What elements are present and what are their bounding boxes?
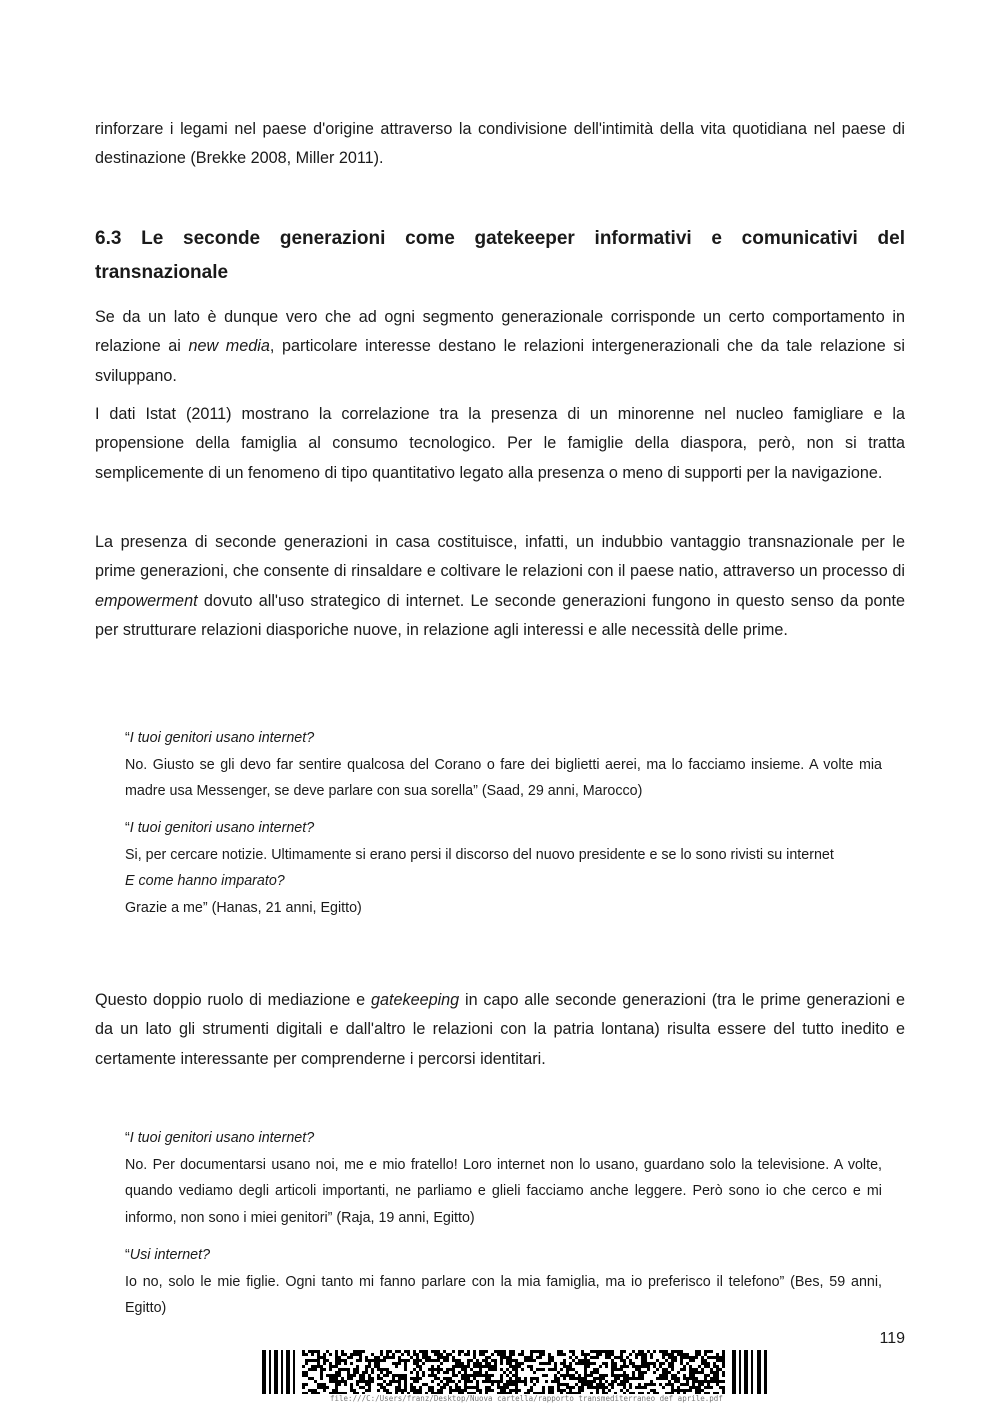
paragraph-4-text-a: Questo doppio ruolo di mediazione e bbox=[95, 991, 371, 1009]
quote-4-question: Usi internet? bbox=[129, 1247, 211, 1263]
paragraph-1-text-b: , particolare interesse destano le relazioni intergenerazionali che da tale relazione si sviluppano. bbox=[95, 337, 905, 385]
paragraph-1-emphasis: new media bbox=[188, 337, 270, 356]
quote-1-question-line bbox=[125, 725, 882, 752]
paragraph-3-emphasis: empowerment bbox=[95, 591, 198, 610]
interview-quote-2 bbox=[125, 815, 882, 921]
interview-quote-1 bbox=[125, 725, 882, 805]
paragraph-1-text-a: Se da un lato è dunque vero che ad ogni segmento generazionale corrisponde un certo comportamento in relazione ai bbox=[95, 308, 905, 356]
quote-4-question-line bbox=[125, 1242, 882, 1269]
quote-3-question: I tuoi genitori usano internet? bbox=[129, 1130, 315, 1146]
section-heading: 6.3 Le seconde generazioni come gatekeeper informativi e comunicativi del transnazionale bbox=[95, 228, 905, 283]
paragraph-intro: rinforzare i legami nel paese d'origine attraverso la condivisione dell'intimità della vita quotidiana nel paese di destinazione (Brekke 2008, Miller 2011). bbox=[95, 120, 905, 168]
quote-1-open-mark: “ bbox=[125, 730, 130, 746]
quote-3-answer: No. Per documentarsi usano noi, me e mio fratello! Loro internet non lo usano, guardano solo la televisione. A volte, quando vediamo degli articoli importanti, ne parliamo e glieli facciamo anche leggere. Però sono io che cerco e mi informo, non sono i miei genitori” (Raja, 19 anni, Egitto) bbox=[125, 1156, 882, 1226]
quote-3-question-line bbox=[125, 1125, 882, 1152]
page-number: 119 bbox=[879, 1330, 905, 1347]
quote-2-followup-answer: Grazie a me” (Hanas, 21 anni, Egitto) bbox=[125, 899, 362, 916]
quote-2-answer: Si, per cercare notizie. Ultimamente si erano persi il discorso del nuovo presidente e se lo sono rivisti su internet bbox=[125, 846, 834, 863]
interview-quote-4 bbox=[125, 1242, 882, 1322]
barcode-image bbox=[262, 1350, 768, 1394]
paragraph-2: I dati Istat (2011) mostrano la correlazione tra la presenza di un minorenne nel nucleo famigliare e la propensione della famiglia al consumo tecnologico. Per le famiglie della diaspora, però, non si tratta semplicemente di un fenomeno di tipo quantitativo legato alla presenza o meno di supporti per la navigazione. bbox=[95, 405, 905, 482]
paragraph-4-text-b: in capo alle seconde generazioni (tra le prime generazioni e da un lato gli strumenti digitali e dall'altro le relazioni con la patria lontana) risulta essere del tutto inedito e certamente interessante per comprenderne i percorsi identitari. bbox=[95, 991, 906, 1068]
quote-3-open-mark: “ bbox=[125, 1130, 130, 1146]
quote-1-answer: No. Giusto se gli devo far sentire qualcosa del Corano o fare dei biglietti aerei, ma lo facciamo insieme. A volte mia madre usa Messenger, se deve parlare con sua sorella” (Saad, 29 anni, Marocco) bbox=[125, 756, 882, 799]
paragraph-1 bbox=[95, 303, 905, 391]
quote-1-question: I tuoi genitori usano internet? bbox=[129, 730, 315, 746]
quote-2-question-line bbox=[125, 815, 882, 842]
paragraph-3-text-b: dovuto all'uso strategico di internet. Le seconde generazioni fungono in questo senso da ponte per strutturare relazioni diasporiche nuove, in relazione agli interessi e alle necessità delle prime. bbox=[95, 591, 905, 639]
paragraph-4-emphasis: gatekeeping bbox=[370, 991, 460, 1009]
quote-4-answer: Io no, solo le mie figlie. Ogni tanto mi fanno parlare con la mia famiglia, ma io preferisco il telefono” (Bes, 59 anni, Egitto) bbox=[125, 1273, 882, 1316]
paragraph-3-text-a: La presenza di seconde generazioni in casa costituisce, infatti, un indubbio vantaggio transnazionale per le prime generazioni, che consente di rinsaldare e coltivare le relazioni con il paese natio, attraverso un processo di bbox=[95, 533, 905, 581]
quote-4-open-mark: “ bbox=[125, 1247, 130, 1263]
quote-2-followup-question: E come hanno imparato? bbox=[125, 873, 285, 889]
interview-quote-3 bbox=[125, 1125, 882, 1231]
paragraph-3 bbox=[95, 528, 905, 645]
quote-2-open-mark: “ bbox=[125, 820, 130, 836]
quote-2-question: I tuoi genitori usano internet? bbox=[129, 820, 315, 836]
paragraph-4 bbox=[95, 986, 905, 1074]
barcode-caption: file:///C:/Users/franz/Desktop/Nuova cartella/rapporto transmediterraneo def aprile.pdf bbox=[330, 1394, 723, 1403]
